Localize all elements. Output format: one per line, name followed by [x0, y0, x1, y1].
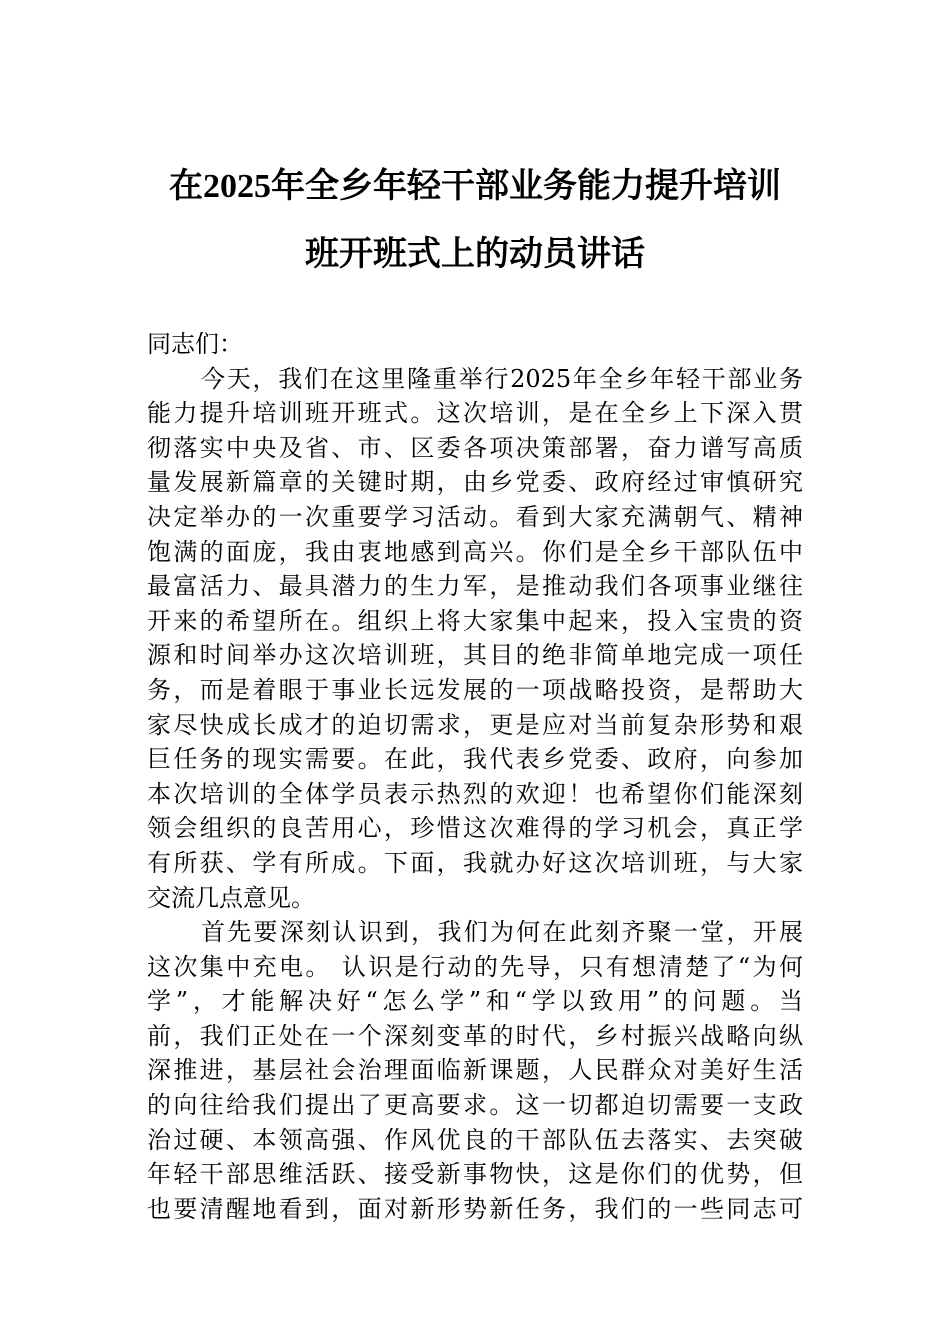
paragraph-line: 务，而是着眼于事业长远发展的一项战略投资，是帮助大 [147, 675, 803, 704]
paragraph-line: 决定举办的一次重要学习活动。看到大家充满朝气、精神 [147, 502, 803, 531]
paragraph-line: 也要清醒地看到，面对新形势新任务，我们的一些同志可 [147, 1194, 803, 1223]
paragraph-line: 领会组织的良苦用心，珍惜这次难得的学习机会，真正学 [147, 814, 803, 843]
paragraph-line: 饱满的面庞，我由衷地感到高兴。你们是全乡干部队伍中 [147, 537, 803, 566]
paragraph [147, 362, 803, 916]
paragraph-line: 首先要深刻认识到，我们为何在此刻齐聚一堂，开展 [201, 918, 803, 947]
document-title-line-1: 在2025年全乡年轻干部业务能力提升培训 [169, 168, 781, 205]
paragraph-line: 家尽快成长成才的迫切需求，更是应对当前复杂形势和艰 [147, 710, 803, 739]
paragraph-line: 深推进，基层社会治理面临新课题，人民群众对美好生活 [147, 1056, 803, 1085]
paragraph-line: 彻落实中央及省、市、区委各项决策部署，奋力谱写高质 [147, 433, 803, 462]
paragraph-line: 的向往给我们提出了更高要求。这一切都迫切需要一支政 [147, 1091, 803, 1120]
paragraph-line: 治过硬、本领高强、作风优良的干部队伍去落实、去突破 [147, 1125, 803, 1154]
paragraph-line: 年轻干部思维活跃、接受新事物快，这是你们的优势，但 [147, 1160, 803, 1189]
paragraph-line: 最富活力、最具潜力的生力军，是推动我们各项事业继往 [147, 572, 803, 601]
paragraph-line: 能力提升培训班开班式。这次培训，是在全乡上下深入贯 [147, 399, 803, 428]
paragraph-line: 巨任务的现实需要。在此，我代表乡党委、政府，向参加 [147, 745, 803, 774]
paragraph-line: 今天，我们在这里隆重举行2025年全乡年轻干部业务 [201, 364, 803, 393]
paragraph-line: 学”，才能解决好“怎么学”和“学以致用”的问题。当 [147, 987, 803, 1016]
paragraph-line: 交流几点意见。 [147, 883, 315, 912]
greeting: 同志们： [147, 330, 243, 358]
paragraph-line: 前，我们正处在一个深刻变革的时代，乡村振兴战略向纵 [147, 1021, 803, 1050]
paragraph [147, 915, 803, 1226]
paragraph-line: 开来的希望所在。组织上将大家集中起来，投入宝贵的资 [147, 606, 803, 635]
document-body [147, 327, 803, 1226]
document-title-line-2: 班开班式上的动员讲话 [305, 236, 645, 273]
paragraph-line: 源和时间举办这次培训班，其目的绝非简单地完成一项任 [147, 641, 803, 670]
paragraph-line: 本次培训的全体学员表示热烈的欢迎！也希望你们能深刻 [147, 779, 803, 808]
paragraph-line: 量发展新篇章的关键时期，由乡党委、政府经过审慎研究 [147, 468, 803, 497]
paragraph-line: 这次集中充电。 认识是行动的先导，只有想清楚了“为何 [147, 952, 803, 981]
paragraph-line: 有所获、学有所成。下面，我就办好这次培训班，与大家 [147, 848, 803, 877]
